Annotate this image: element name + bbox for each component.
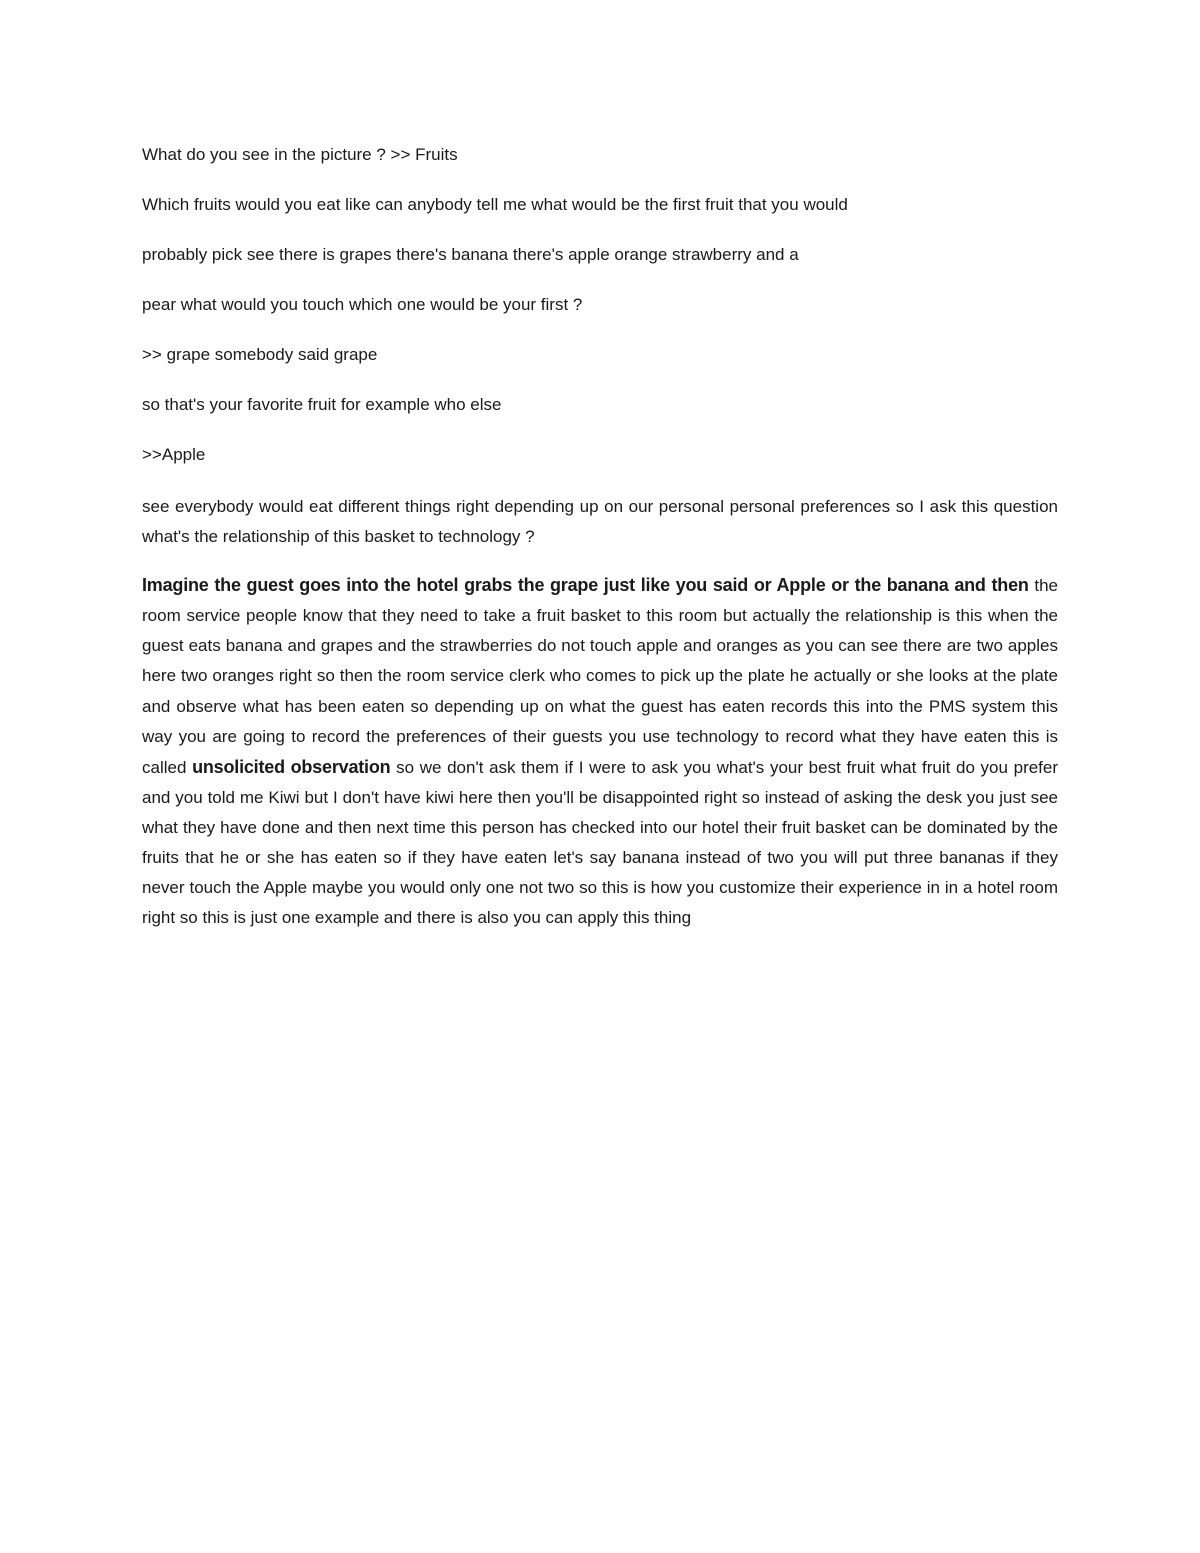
bold-lead-in: Imagine the guest goes into the hotel grabs the grape just like you said or Apple or the banana and then [142, 575, 1029, 596]
document-body [142, 142, 1058, 933]
line-question: What do you see in the picture ? >> Fruits [142, 145, 458, 164]
line-grape-answer: >> grape somebody said grape [142, 345, 378, 364]
paragraph-text-a: the room service people know that they need to take a fruit basket to this room but actually the relationship is this when the guest eats banana and grapes and the strawberries do not touch apple and oranges as you can see there are two apples here two oranges right so then the room service clerk who comes to pick up the plate he actually or she looks at the plate and observe what has been eaten so depending up on what the guest has eaten records this into the PMS system this way you are going to record the preferences of their guests you use technology to record what they have eaten this is called [142, 576, 1058, 777]
line-pear: pear what would you touch which one would be your first ? [142, 295, 583, 314]
paragraph-hotel-example [142, 570, 1058, 933]
line-favorite-fruit: so that's your favorite fruit for example who else [142, 395, 502, 414]
line-probably-pick: probably pick see there is grapes there's banana there's apple orange strawberry and a [142, 245, 799, 264]
line-apple-answer: >>Apple [142, 445, 206, 464]
paragraph-preferences: see everybody would eat different things right depending up on our personal personal preferences so I ask this question what's the relationship of this basket to technology ? [142, 497, 1058, 547]
bold-term-unsolicited-observation: unsolicited observation [192, 756, 391, 777]
line-which-fruits: Which fruits would you eat like can anybody tell me what would be the first fruit that you would [142, 195, 848, 214]
paragraph-text-b: so we don't ask them if I were to ask you what's your best fruit what fruit do you prefer and you told me Kiwi but I don't have kiwi here then you'll be disappointed right so instead of asking the desk you just see what they have done and then next time this person has checked into our hotel their fruit basket can be dominated by the fruits that he or she has eaten so if they have eaten let's say banana instead of two you will put three bananas if they never touch the Apple maybe you would only one not two so this is how you customize their experience in in a hotel room right so this is just one example and there is also you can apply this thing [142, 757, 1059, 928]
